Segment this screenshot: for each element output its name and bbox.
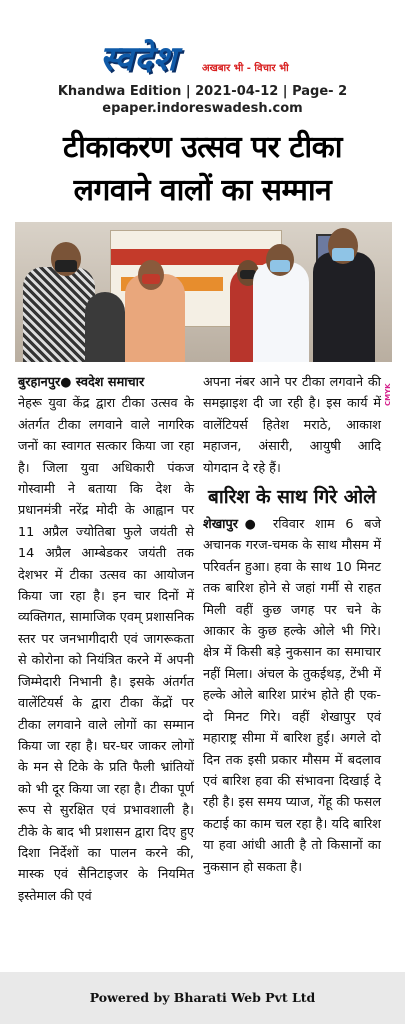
logo-tagline: अखबार भी - विचार भी xyxy=(202,63,289,74)
article-body: नेहरू युवा केंद्र द्वारा टीका उत्सव के अंतर्गत टीका लगवाने वाले नागरिक जनों का स्वागत सत्कार किया जा रहा है। जिला युवा अधिकारी पंकज गोस्वामी ने बताया कि देश के प्रधानमंत्री नरेंद्र मोदी के आह्वान पर 11 अप्रैल ज्योतिबा फुले जयंती से 14 अप्रैल आम्बेडकर जयंती तक देशभर में टीका उत्सव का आयोजन किया जा रहा है। इन चार दिनों में व्यक्तिगत, सामाजिक एवम् प्रशासनिक स्तर पर जनभागीदारी एवं जागरूकता से कोरोना को नियंत्रित करने में अपनी जिम्मेदारी निभानी है। इसके अंतर्गत वालेंटियर्स के द्वारा टीका केंद्रों पर टीका लगवाने वाले लोगों का सम्मान किया जा रहा है। घर-घर जाकर लोगों के मन से टिके के प्रति फैली भ्रांतियों को भी दूर किया जा रहा है। टीका पूर्ण रूप से सुरक्षित एवं प्रभावशाली है। टीके के बाद भी प्रशासन द्वारा दिए हुए दिशा निर्देशों का पालन करने की, मास्क एवं सैनिटाइजर के नियमित इस्तेमाल की एवं xyxy=(18,396,194,904)
headline-line-2: लगवाने वालों का सम्मान xyxy=(73,173,332,208)
article-headline xyxy=(0,126,405,212)
article2-dateline: शेखापुर● xyxy=(203,517,263,533)
article-continuation: अपना नंबर आने पर टीका लगवाने की समझाइश दी जा रही है। इस कार्य में वालेंटियर्स हितेश मराठे, आकाश महाजन, अंसारी, आयुषी आदि योगदान दे रहे हैं। xyxy=(203,375,381,476)
article2-body: रविवार शाम 6 बजे अचानक गरज-चमक के साथ मौसम में परिवर्तन हुआ। हवा के साथ 10 मिनट तक बारिश होने से जहां गर्मी से राहत मिली वहीं कुछ जगह पर चने के आकार के कुछ हल्के ओले भी गिरे। क्षेत्र में किसी बड़े नुकसान का समाचार नहीं मिला। अंचल के तुकईथड़, टेंभी में हल्के ओले बारिश प्रारंभ होते ही एक-दो मिनट गिरे। वहीं शेखापुर एवं महाराष्ट्र सीमा में बारिश हुई। अगले दो दिन तक इसी प्रकार मौसम में बदलाव एवं बारिश हवा की संभावना दिखाई दे रही है। इस समय प्याज, गेंहू की फसल कटाई का काम चल रहा है। यदि बारिश या हवा आंधी आती है तो किसानों का नुकसान हो सकता है। xyxy=(203,517,382,875)
article-column-right xyxy=(203,372,381,878)
article-dateline: बुरहानपुर● स्वदेश समाचार xyxy=(18,375,145,390)
article2-headline: बारिश के साथ गिरे ओले xyxy=(207,486,377,509)
footer xyxy=(0,972,405,1024)
headline-line-1: टीकाकरण उत्सव पर टीका xyxy=(62,130,343,165)
logo-text: स्वदेश xyxy=(100,39,178,79)
person-5 xyxy=(253,262,309,362)
cmyk-print-mark: CMYK xyxy=(384,383,392,406)
epaper-url[interactable]: epaper.indoreswadesh.com xyxy=(102,101,303,116)
edition-line: Khandwa Edition | 2021-04-12 | Page- 2 xyxy=(57,84,348,99)
footer-text[interactable]: Powered by Bharati Web Pvt Ltd xyxy=(89,990,316,1005)
swadesh-logo[interactable] xyxy=(92,30,322,82)
person-2 xyxy=(85,292,125,362)
masthead xyxy=(0,0,405,118)
article-column-left xyxy=(18,372,194,907)
person-6 xyxy=(313,252,375,362)
article-photo xyxy=(15,222,392,362)
